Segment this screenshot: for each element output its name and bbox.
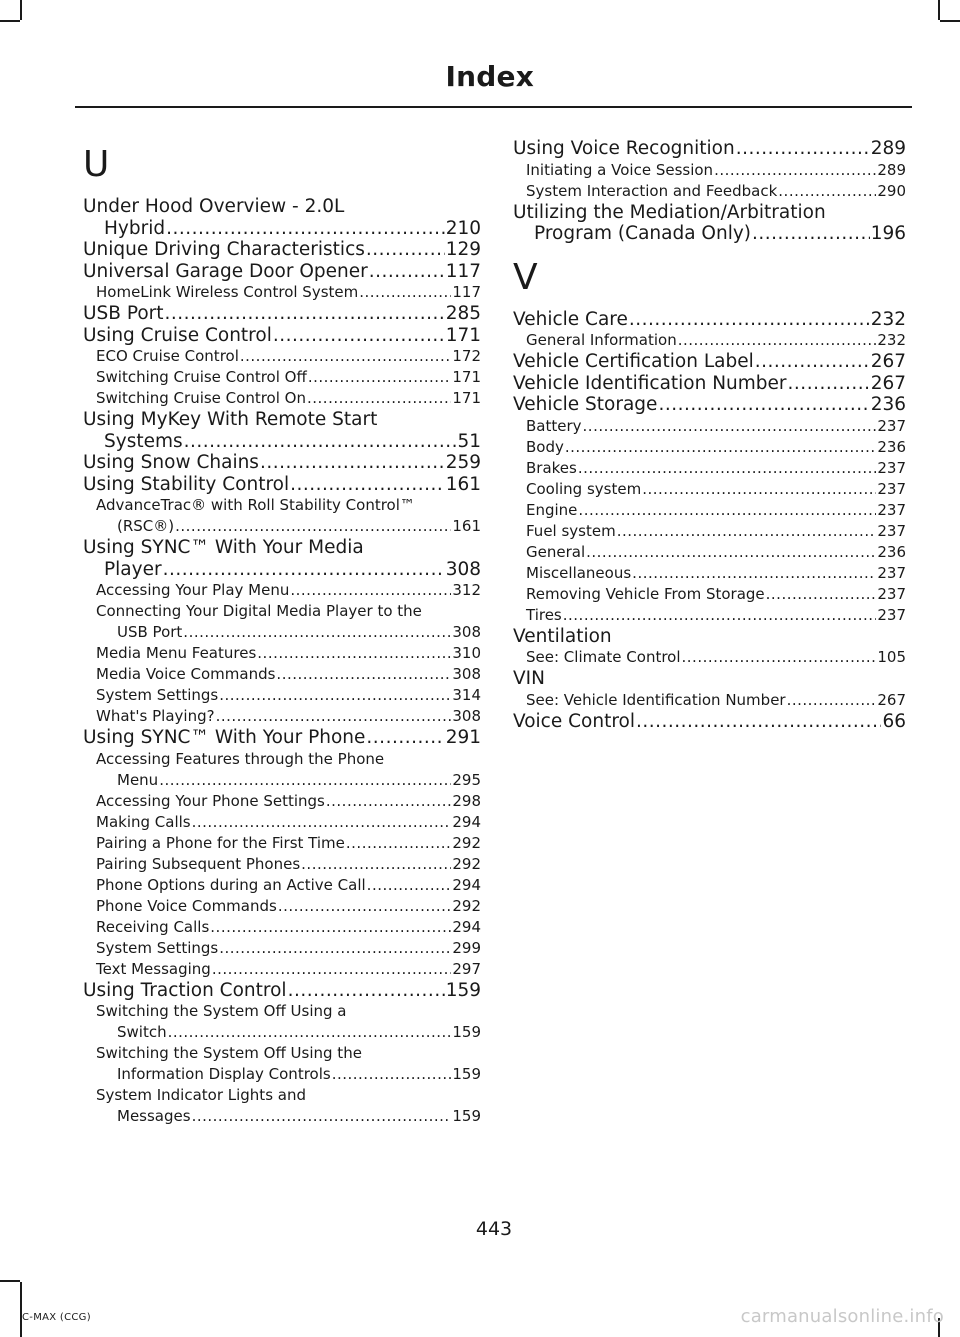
index-entry: [83, 325, 481, 347]
dot-leader: [714, 160, 876, 181]
index-entries-right: [513, 309, 906, 733]
crop-mark-top-right-v: [938, 0, 940, 20]
dot-leader: [617, 521, 877, 542]
entry-text: Utilizing the Mediation/Arbitration: [513, 201, 826, 223]
entry-text: Switching Cruise Control Off: [96, 368, 307, 386]
page-ref[interactable]: 308: [445, 558, 481, 580]
index-subentry: [83, 388, 481, 409]
page-ref[interactable]: 159: [452, 1065, 481, 1083]
index-subentry: [513, 647, 906, 668]
index-subentry: [83, 1043, 481, 1085]
index-subentry: [83, 854, 481, 875]
page-ref[interactable]: 237: [877, 563, 906, 582]
index-entry: [513, 202, 906, 245]
page-ref[interactable]: 237: [877, 500, 906, 519]
entry-text: Menu: [117, 770, 159, 789]
crop-mark-bottom-left-v: [20, 1282, 22, 1337]
entry-text: HomeLink Wireless Control System: [96, 283, 359, 301]
page-ref[interactable]: 294: [452, 917, 481, 936]
dot-leader: [163, 559, 445, 581]
index-subentry: [83, 643, 481, 664]
index-entry: [83, 239, 481, 261]
index-entry: [513, 138, 906, 160]
dot-leader: [326, 791, 451, 812]
entry-text: Program (Canada Only): [534, 223, 752, 244]
dot-leader: [752, 223, 870, 245]
page-ref[interactable]: 298: [452, 791, 481, 810]
page-number: 443: [475, 1218, 513, 1240]
entry-text: Connecting Your Digital Media Player to the: [96, 602, 422, 620]
dot-leader: [219, 938, 451, 959]
entry-text: USB Port: [117, 623, 183, 641]
dot-leader: [165, 303, 445, 325]
index-entry: [83, 980, 481, 1002]
dot-leader: [632, 563, 876, 584]
page-ref[interactable]: 292: [452, 896, 481, 915]
page-ref[interactable]: 117: [452, 283, 481, 301]
dot-leader: [586, 542, 876, 563]
page-ref[interactable]: 291: [445, 727, 481, 748]
index-subentry: [513, 500, 906, 521]
dot-leader: [212, 959, 452, 980]
page-ref[interactable]: 236: [877, 437, 906, 456]
index-subentry: [513, 521, 906, 542]
page-ref[interactable]: 159: [445, 979, 481, 1001]
entry-text: Universal Garage Door Opener: [83, 260, 368, 282]
entry-text: System Settings: [96, 686, 219, 704]
entry-text: Switching Cruise Control On: [96, 389, 306, 407]
dot-leader: [359, 282, 451, 303]
entry-text: Vehicle Identification Number: [513, 372, 787, 394]
page-ref[interactable]: 314: [452, 686, 481, 704]
index-subentry: [83, 812, 481, 833]
page-ref[interactable]: 267: [877, 690, 906, 709]
entry-text: Accessing Features through the Phone: [96, 749, 385, 768]
entry-text: Battery: [526, 416, 582, 435]
page-ref[interactable]: 161: [452, 517, 481, 535]
page-ref[interactable]: 312: [452, 581, 481, 599]
index-entries-left: [83, 196, 481, 1127]
entry-text: Using Voice Recognition: [513, 138, 735, 159]
index-entry: [513, 309, 906, 331]
page-ref[interactable]: 171: [452, 368, 481, 386]
index-entry: [83, 261, 481, 283]
entry-text: Ventilation: [513, 625, 612, 647]
dot-leader: [168, 1022, 452, 1043]
dot-leader: [288, 980, 445, 1002]
dot-leader: [175, 516, 451, 537]
page-ref[interactable]: 299: [452, 938, 481, 957]
crop-mark-top-left-h: [0, 20, 20, 22]
page-ref[interactable]: 294: [452, 875, 481, 894]
dot-leader: [183, 622, 451, 643]
dot-leader: [273, 325, 445, 347]
page-ref[interactable]: 290: [877, 181, 906, 200]
dot-leader: [366, 727, 444, 749]
entry-text: Pairing a Phone for the First Time: [96, 833, 345, 852]
index-subentry: [83, 1085, 481, 1127]
entry-text: Fuel system: [526, 521, 616, 540]
dot-leader: [629, 309, 870, 331]
entry-text: Under Hood Overview - 2.0L: [83, 196, 345, 217]
entry-text: Information Display Controls: [117, 1065, 331, 1083]
index-subentry: [83, 367, 481, 388]
index-subentry: [83, 706, 481, 727]
page-ref[interactable]: 236: [877, 542, 906, 561]
page-ref[interactable]: 171: [445, 324, 481, 346]
entry-text: System Indicator Lights and: [96, 1086, 306, 1104]
dot-leader: [301, 854, 451, 875]
crop-mark-top-left-v: [20, 0, 22, 20]
entry-text: Switching the System Off Using a: [96, 1002, 347, 1020]
page-ref[interactable]: 292: [452, 854, 481, 873]
dot-leader: [260, 452, 445, 474]
dot-leader: [346, 833, 451, 854]
page-ref[interactable]: 161: [445, 473, 481, 495]
entry-text: Receiving Calls: [96, 917, 210, 936]
index-subentry: [83, 917, 481, 938]
page-ref[interactable]: 159: [452, 1107, 481, 1125]
dot-leader: [636, 711, 881, 733]
page-ref[interactable]: 295: [452, 770, 481, 789]
model-label: C-MAX (CCG): [22, 1312, 91, 1323]
index-subentry: [513, 690, 906, 711]
dot-leader: [787, 690, 877, 711]
entry-text: Tires: [526, 605, 562, 624]
watermark: carmanualsonline.info: [740, 1306, 944, 1327]
entry-text: Vehicle Certification Label: [513, 351, 754, 372]
dot-leader: [658, 394, 869, 416]
entry-text: See: Vehicle Identification Number: [526, 690, 786, 709]
entry-text: General: [526, 542, 586, 561]
entry-text: Phone Options during an Active Call: [96, 875, 366, 894]
page-ref[interactable]: 289: [870, 138, 906, 159]
dot-leader: [184, 431, 457, 453]
entry-text: Switching the System Off Using the: [96, 1044, 362, 1062]
entry-text: Using Traction Control: [83, 979, 287, 1001]
dot-leader: [369, 261, 445, 283]
index-entry: [513, 711, 906, 733]
entry-text: Using Snow Chains: [83, 452, 259, 473]
entry-text: Using SYNC™ With Your Phone: [83, 727, 366, 748]
page-ref[interactable]: 292: [452, 833, 481, 852]
page-ref[interactable]: 267: [870, 372, 906, 394]
dot-leader: [278, 896, 452, 917]
page-ref[interactable]: 117: [445, 260, 481, 282]
entry-text: Unique Driving Characteristics: [83, 239, 365, 260]
index-entry: [83, 196, 481, 239]
page-ref[interactable]: 308: [452, 623, 481, 641]
index-entry: [513, 394, 906, 416]
entry-text: Player: [104, 558, 162, 580]
page-ref[interactable]: 129: [445, 239, 481, 260]
page-ref[interactable]: 267: [870, 351, 906, 372]
page-ref[interactable]: 159: [452, 1023, 481, 1041]
page-ref[interactable]: 236: [870, 394, 906, 415]
index-subentry: [513, 330, 906, 351]
index-subentry: [83, 938, 481, 959]
entry-text: Using Cruise Control: [83, 324, 272, 346]
page-ref[interactable]: 259: [445, 452, 481, 473]
page-ref[interactable]: 171: [452, 389, 481, 407]
dot-leader: [755, 351, 870, 373]
entry-text: ECO Cruise Control: [96, 347, 239, 365]
entry-text: Media Voice Commands: [96, 665, 276, 683]
section-letter-u: U: [83, 144, 110, 185]
entry-text: VIN: [513, 668, 545, 689]
index-subentry: [83, 749, 481, 791]
dot-leader: [642, 479, 876, 500]
dot-leader: [192, 1106, 452, 1127]
page-ref[interactable]: 210: [445, 217, 481, 239]
crop-mark-top-right-h: [940, 20, 960, 22]
index-entry: [83, 474, 481, 496]
index-entry: [83, 452, 481, 474]
dot-leader: [216, 706, 452, 727]
dot-leader: [308, 367, 452, 388]
index-entry: [83, 537, 481, 580]
index-entry: [513, 351, 906, 373]
entry-text: Body: [526, 437, 564, 456]
index-subentry: [513, 181, 906, 202]
entry-text: Vehicle Storage: [513, 394, 658, 415]
page-ref[interactable]: 289: [877, 160, 906, 179]
entry-text: (RSC®): [117, 517, 175, 535]
index-subentry: [513, 479, 906, 500]
dot-leader: [565, 437, 876, 458]
dot-leader: [240, 346, 451, 367]
page-ref[interactable]: 285: [445, 303, 481, 324]
entry-text: System Settings: [96, 938, 219, 957]
page-ref[interactable]: 237: [877, 416, 906, 435]
index-subentry: [83, 685, 481, 706]
entry-text: Miscellaneous: [526, 563, 632, 582]
index-subentry: [83, 346, 481, 367]
dot-leader: [219, 685, 451, 706]
dot-leader: [192, 812, 452, 833]
entry-text: Initiating a Voice Session: [526, 160, 714, 179]
dot-leader: [290, 474, 445, 496]
page-ref[interactable]: 308: [452, 665, 481, 683]
page-ref[interactable]: 196: [870, 223, 906, 244]
dot-leader: [159, 770, 451, 791]
entry-text: Media Menu Features: [96, 644, 257, 662]
index-subentry: [83, 601, 481, 643]
dot-leader: [366, 239, 445, 261]
page-ref[interactable]: 237: [877, 479, 906, 498]
index-entry: [513, 668, 906, 690]
entry-text: Accessing Your Phone Settings: [96, 791, 325, 810]
dot-leader: [766, 584, 877, 605]
dot-leader: [332, 1064, 452, 1085]
page-ref[interactable]: 297: [452, 959, 481, 978]
index-entry: [83, 727, 481, 749]
entry-text: Accessing Your Play Menu: [96, 581, 290, 599]
entry-text: Using Stability Control: [83, 473, 290, 495]
entry-text: Voice Control: [513, 710, 635, 732]
entry-text: Messages: [117, 1107, 191, 1125]
page-ref[interactable]: 237: [877, 605, 906, 624]
entry-text: See: Climate Control: [526, 648, 681, 666]
dot-leader: [583, 416, 877, 437]
index-entry: [83, 303, 481, 325]
page-ref[interactable]: 237: [877, 584, 906, 603]
dot-leader: [276, 664, 451, 685]
page-ref[interactable]: 172: [452, 347, 481, 365]
page-ref[interactable]: 51: [457, 430, 481, 452]
entry-text: Cooling system: [526, 479, 642, 498]
entry-text: Text Messaging: [96, 959, 211, 978]
dot-leader: [678, 330, 877, 351]
entry-text: Vehicle Care: [513, 308, 628, 330]
index-subentry: [83, 959, 481, 980]
index-subentry: [513, 605, 906, 626]
header-rule: [75, 106, 912, 108]
entry-text: What's Playing?: [96, 707, 215, 725]
index-subentry: [83, 495, 481, 537]
index-subentry: [513, 563, 906, 584]
index-subentry: [513, 542, 906, 563]
page-ref[interactable]: 66: [882, 710, 906, 732]
index-entry: [513, 626, 906, 648]
dot-leader: [257, 643, 451, 664]
entry-text: Using MyKey With Remote Start: [83, 409, 378, 430]
dot-leader: [210, 917, 451, 938]
entry-text: Phone Voice Commands: [96, 896, 277, 915]
entry-text: Hybrid: [104, 217, 166, 239]
dot-leader: [166, 218, 445, 240]
entry-text: USB Port: [83, 303, 164, 324]
page-ref[interactable]: 105: [877, 648, 906, 666]
index-column-right: [513, 138, 906, 732]
crop-mark-bottom-left-h: [0, 1280, 20, 1282]
index-subentry: [513, 437, 906, 458]
entry-text: General Information: [526, 331, 677, 349]
index-subentry: [83, 791, 481, 812]
page-ref[interactable]: 232: [877, 331, 906, 349]
index-subentry: [83, 875, 481, 896]
entry-text: Engine: [526, 500, 578, 519]
entry-text: Switch: [117, 1023, 167, 1041]
index-subentry: [83, 1001, 481, 1043]
page-ref[interactable]: 237: [877, 458, 906, 477]
index-subentry: [513, 160, 906, 181]
index-entry: [83, 409, 481, 452]
dot-leader: [778, 181, 876, 202]
page-ref[interactable]: 294: [452, 812, 481, 831]
dot-leader: [563, 605, 877, 626]
entry-text: Systems: [104, 430, 183, 452]
index-subentry: [513, 416, 906, 437]
section-letter-v: V: [513, 256, 538, 298]
index-subentry: [83, 833, 481, 854]
index-column-left: [83, 138, 481, 1127]
dot-leader: [788, 373, 870, 395]
dot-leader: [578, 500, 876, 521]
index-subentry: [83, 282, 481, 303]
page-title: Index: [445, 60, 534, 93]
entry-text: Using SYNC™ With Your Media: [83, 537, 364, 558]
dot-leader: [578, 458, 877, 479]
index-subentry: [83, 664, 481, 685]
dot-leader: [290, 580, 451, 601]
entry-text: AdvanceTrac® with Roll Stability Control™: [96, 496, 415, 514]
entry-text: Pairing Subsequent Phones: [96, 854, 301, 873]
page-ref[interactable]: 232: [870, 308, 906, 330]
dot-leader: [307, 388, 451, 409]
entry-text: Making Calls: [96, 812, 191, 831]
index-subentry: [513, 584, 906, 605]
entry-text: Removing Vehicle From Storage: [526, 584, 765, 603]
dot-leader: [367, 875, 452, 896]
page-ref[interactable]: 237: [877, 521, 906, 540]
entry-text: Brakes: [526, 458, 577, 477]
page-ref[interactable]: 308: [452, 707, 481, 725]
index-subentry: [513, 458, 906, 479]
entry-text: System Interaction and Feedback: [526, 181, 778, 200]
index-entries-right-top: [513, 138, 906, 245]
page-ref[interactable]: 310: [452, 644, 481, 662]
dot-leader: [736, 138, 870, 160]
index-subentry: [83, 896, 481, 917]
index-entry: [513, 373, 906, 395]
dot-leader: [682, 647, 877, 668]
index-subentry: [83, 580, 481, 601]
